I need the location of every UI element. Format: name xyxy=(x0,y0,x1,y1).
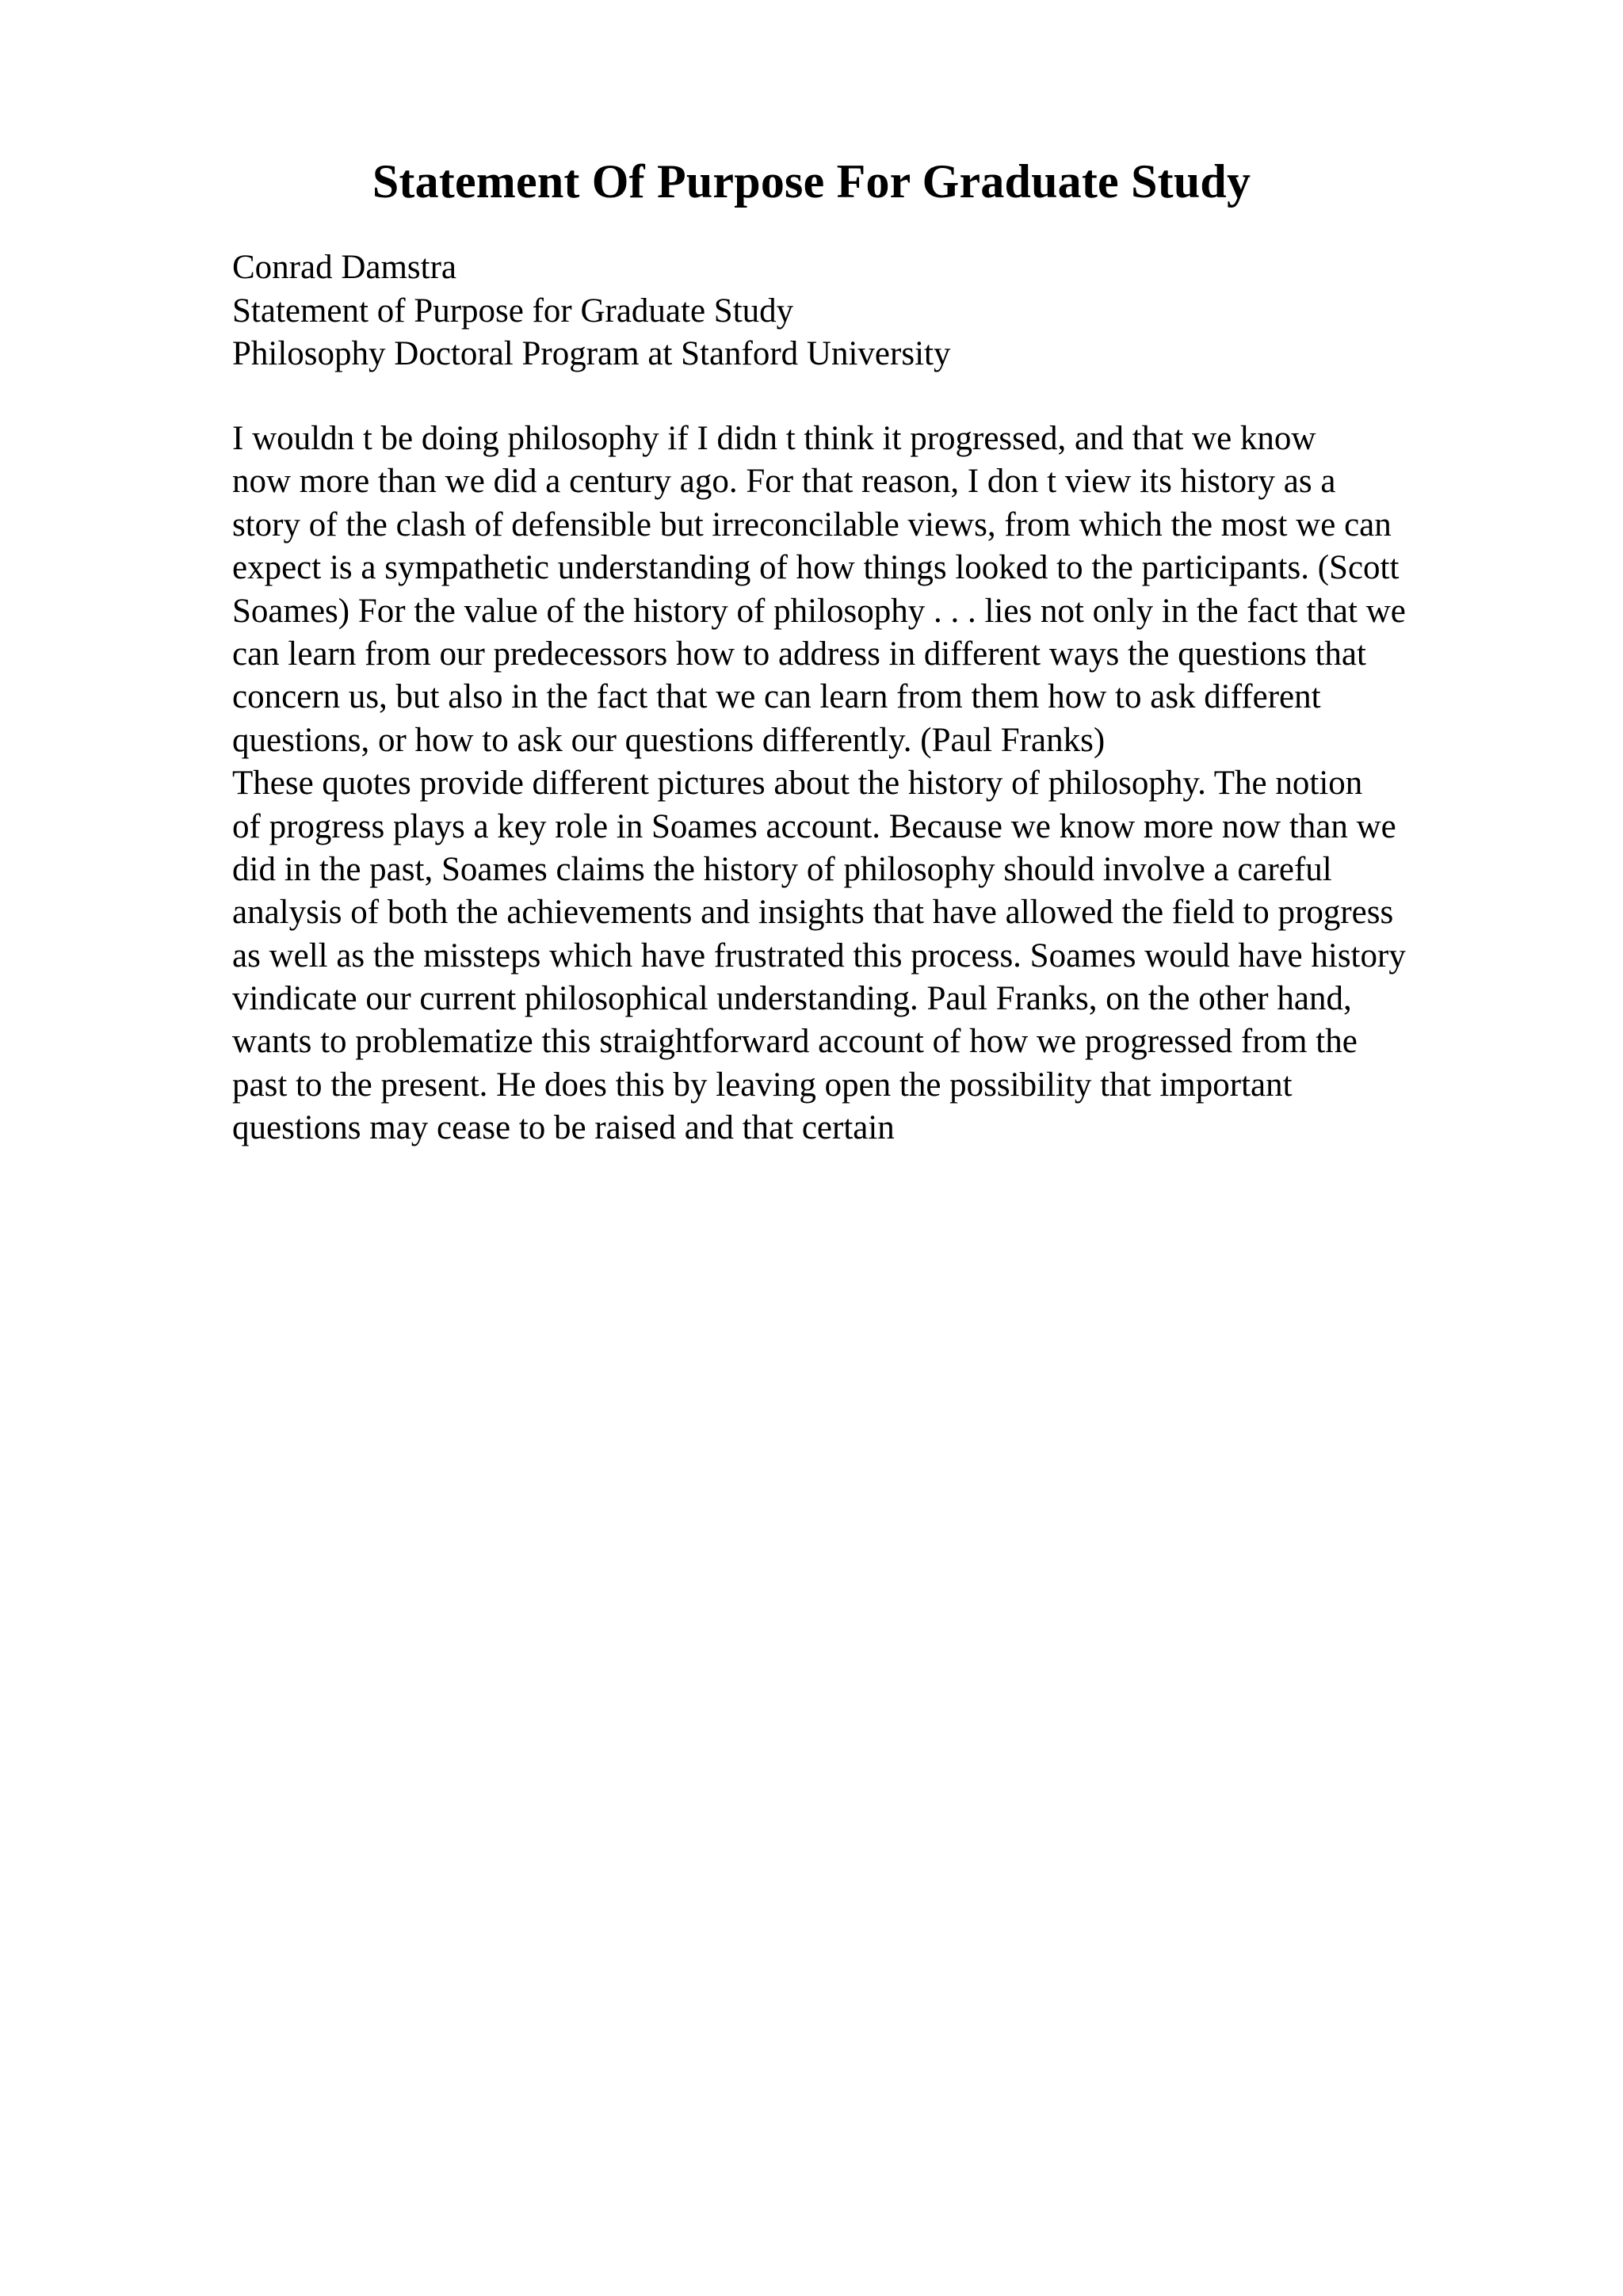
body-line: Soames) For the value of the history of philosophy . . . lies not only in the fact that we xyxy=(232,592,1406,630)
body-line: as well as the missteps which have frustrated this process. Soames would have history xyxy=(232,936,1406,974)
author-name: Conrad Damstra xyxy=(232,249,457,286)
body-text xyxy=(232,418,1532,1150)
body-line: questions may cease to be raised and that certain xyxy=(232,1109,895,1147)
body-line: past to the present. He does this by leaving open the possibility that important xyxy=(232,1066,1293,1104)
body-line: of progress plays a key role in Soames account. Because we know more now than we xyxy=(232,807,1396,845)
body-line: expect is a sympathetic understanding of how things looked to the participants. (Scott xyxy=(232,549,1400,587)
body-line: questions, or how to ask our questions differently. (Paul Franks) xyxy=(232,721,1106,759)
body-line: story of the clash of defensible but irreconcilable views, from which the most we can xyxy=(232,505,1392,543)
body-line: concern us, but also in the fact that we can learn from them how to ask different xyxy=(232,678,1321,716)
author-header xyxy=(232,246,1532,376)
program-name: Philosophy Doctoral Program at Stanford University xyxy=(232,335,951,372)
body-line: can learn from our predecessors how to address in different ways the questions that xyxy=(232,635,1366,673)
body-line: now more than we did a century ago. For that reason, I don t view its history as a xyxy=(232,463,1336,501)
body-line: did in the past, Soames claims the history of philosophy should involve a careful xyxy=(232,850,1332,888)
body-line: I wouldn t be doing philosophy if I didn t think it progressed, and that we know xyxy=(232,420,1316,457)
body-line: wants to problematize this straightforward account of how we progressed from the xyxy=(232,1023,1358,1061)
document-title: Statement Of Purpose For Graduate Study xyxy=(372,155,1251,208)
body-line: These quotes provide different pictures about the history of philosophy. The notion xyxy=(232,765,1363,803)
body-line: analysis of both the achievements and insights that have allowed the field to progress xyxy=(232,894,1394,932)
body-line: vindicate our current philosophical understanding. Paul Franks, on the other hand, xyxy=(232,980,1352,1018)
document-subtitle: Statement of Purpose for Graduate Study xyxy=(232,292,794,330)
